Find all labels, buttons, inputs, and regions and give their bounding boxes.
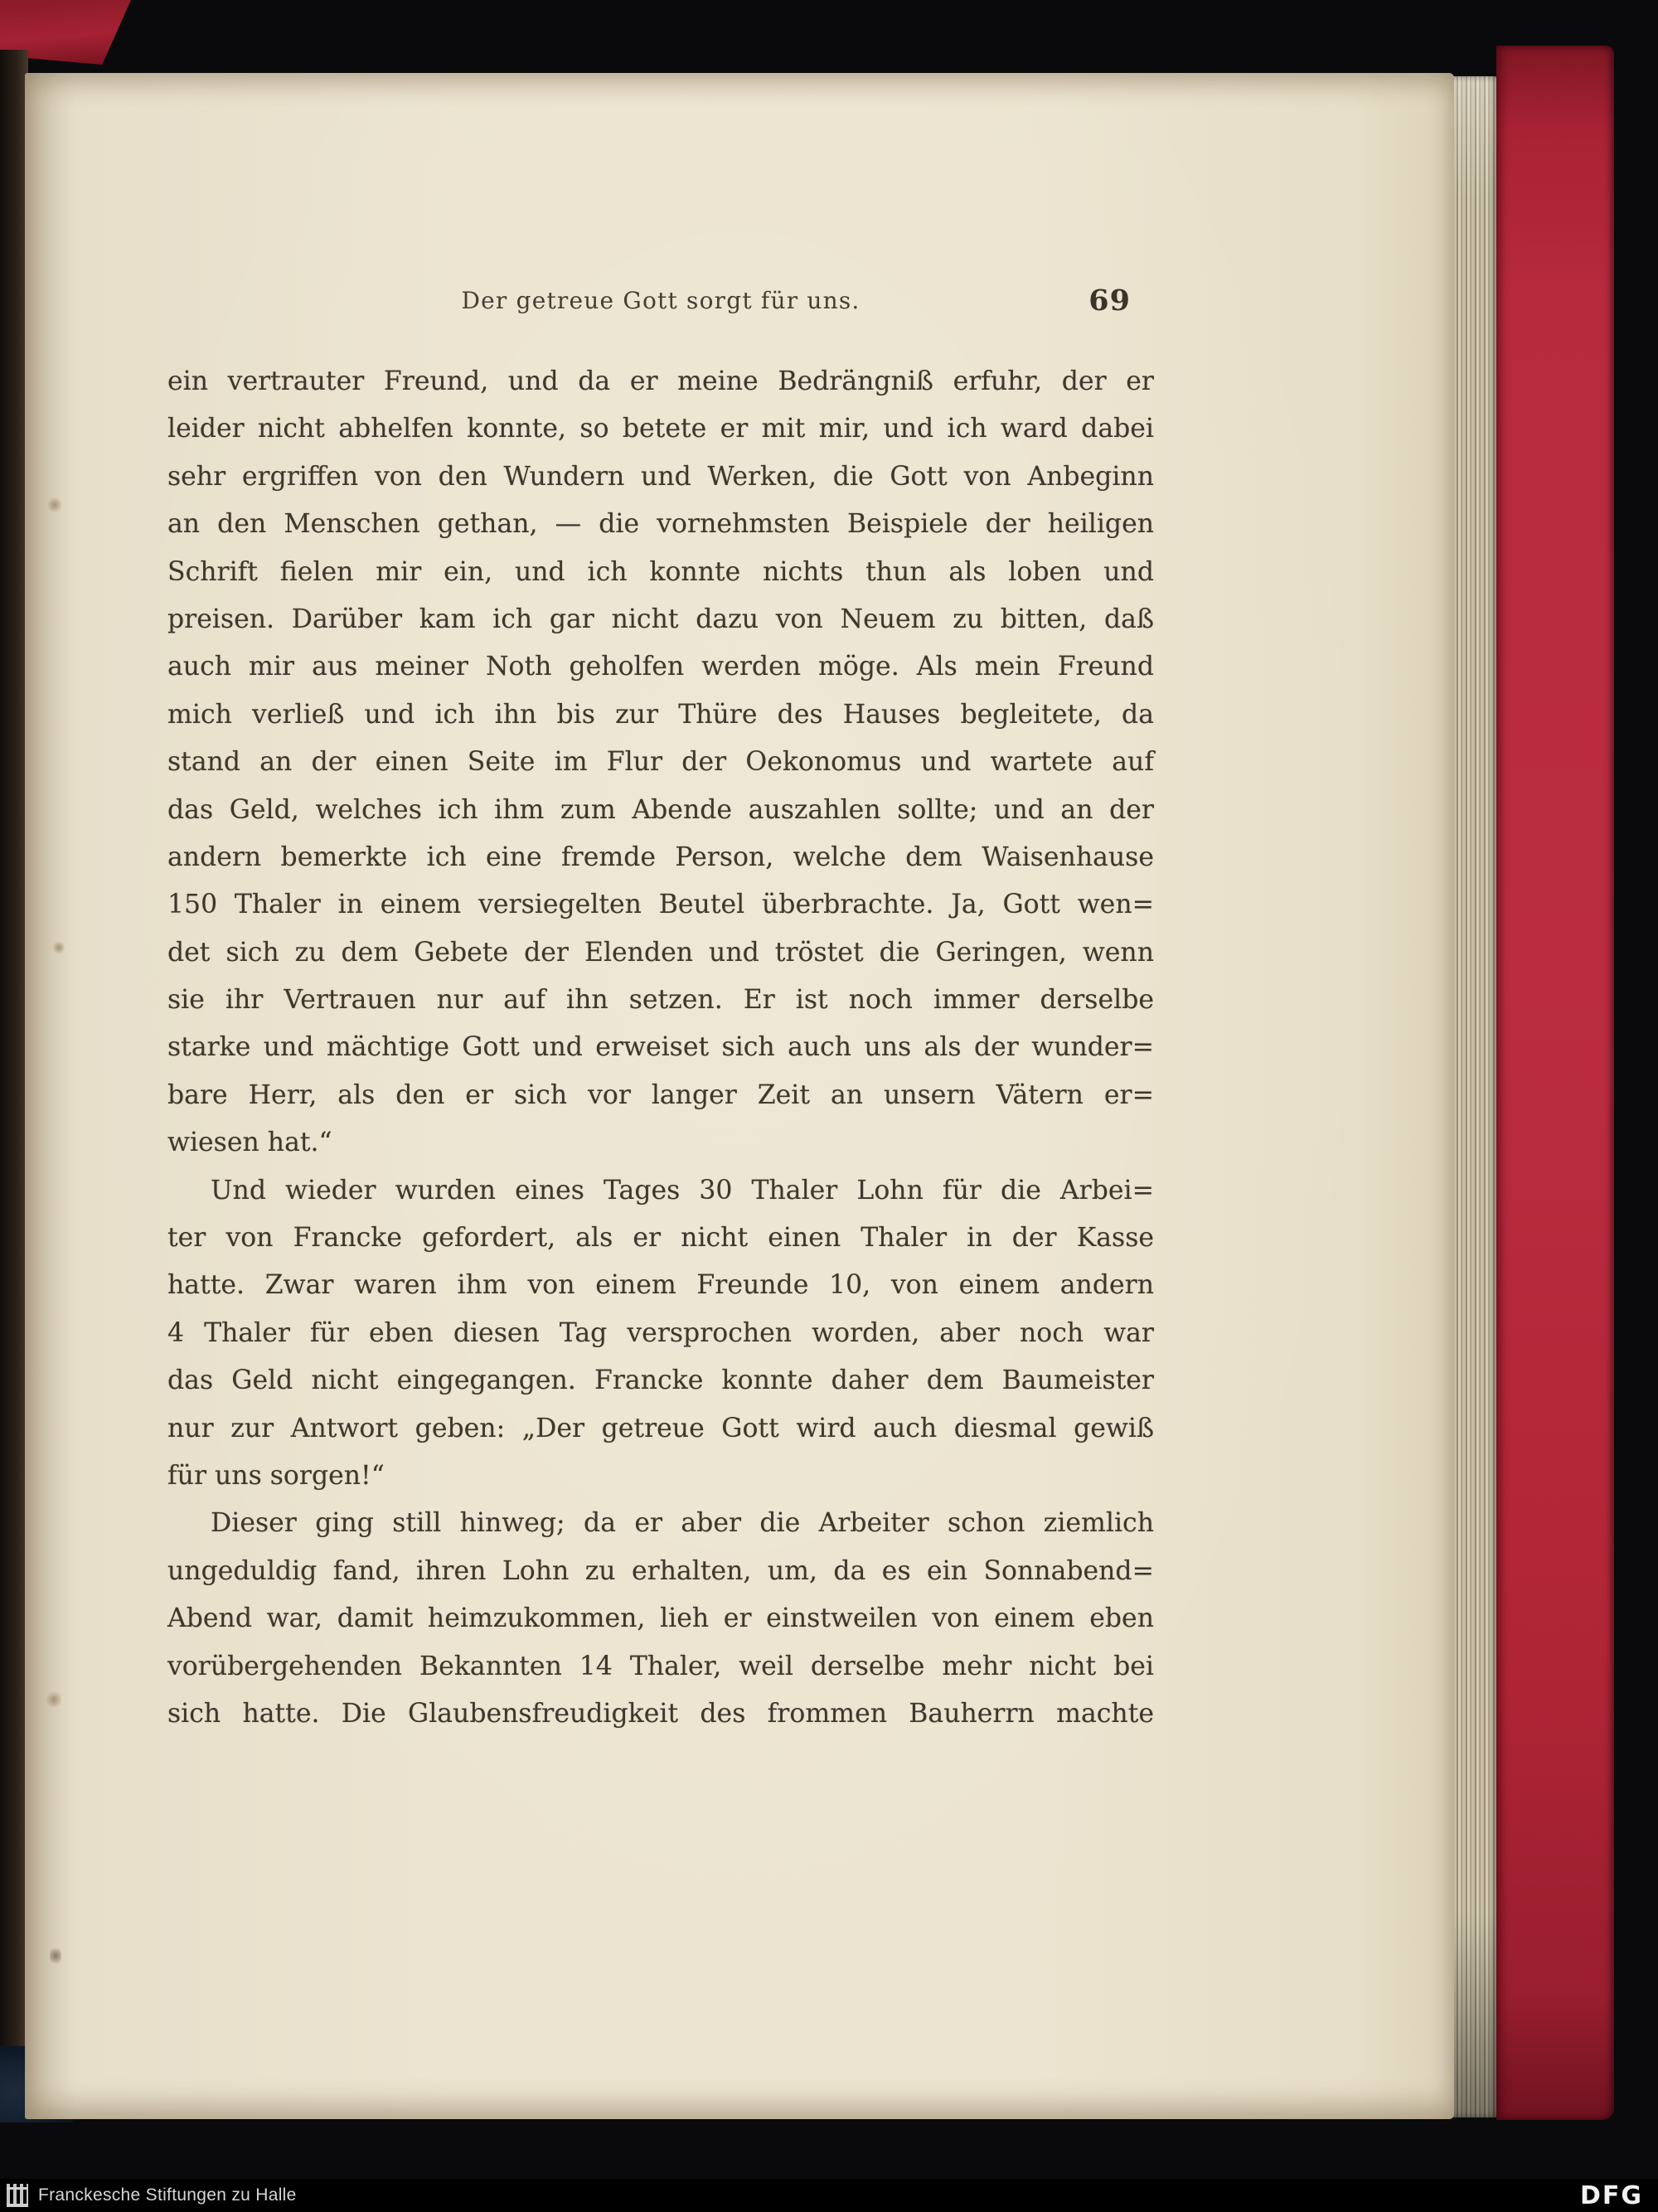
text-line: preisen. Darüber kam ich gar nicht dazu von Neuem zu bitten, daß (167, 604, 1154, 634)
text-line: das Geld, welches ich ihm zum Abende auszahlen sollte; und an der (167, 794, 1154, 825)
book-board-edge (0, 50, 28, 2122)
footer-left (7, 2184, 297, 2207)
page-blemish (50, 1945, 61, 1967)
book-cover (1496, 46, 1614, 2120)
text-line: ungeduldig fand, ihren Lohn zu erhalten, um, da es ein Sonnabend= (167, 1555, 1154, 1586)
page-edges (1449, 76, 1499, 2117)
text-line: das Geld nicht eingegangen. Francke konnte daher dem Baumeister (167, 1366, 1154, 1396)
text-line: sehr ergriffen von den Wundern und Werken, die Gott von Anbeginn (167, 461, 1154, 492)
text-line: an den Menschen gethan, — die vornehmsten Beispiele der heiligen (167, 509, 1154, 540)
text-line: wiesen hat.“ (167, 1128, 332, 1158)
text-line: vorübergehenden Bekannten 14 Thaler, weil derselbe mehr nicht bei (167, 1651, 1154, 1681)
text-line: 150 Thaler in einem versiegelten Beutel überbrachte. Ja, Gott wen= (167, 890, 1154, 920)
text-line: für uns sorgen!“ (167, 1460, 385, 1491)
page-blemish (53, 940, 65, 955)
text-line: bare Herr, als den er sich vor langer Zeit an unsern Vätern er= (167, 1079, 1154, 1110)
institution-label: Franckesche Stiftungen zu Halle (38, 2185, 297, 2205)
footer-bar (0, 2179, 1658, 2212)
text-line: Und wieder wurden eines Tages 30 Thaler Lohn für die Arbei= (211, 1175, 1154, 1205)
text-line: mich verließ und ich ihn bis zur Thüre des Hauses begleitete, da (167, 699, 1154, 730)
text-line: andern bemerkte ich eine fremde Person, welche dem Waisenhause (167, 842, 1154, 872)
text-line: Dieser ging still hinweg; da er aber die Arbeiter schon ziemlich (211, 1508, 1154, 1539)
text-line: Abend war, damit heimzukommen, lieh er einstweilen von einem eben (167, 1603, 1154, 1634)
page-blemish (46, 1690, 61, 1710)
text-line: Schrift fielen mir ein, und ich konnte nichts thun als loben und (167, 556, 1154, 587)
text-line: det sich zu dem Gebete der Elenden und tröstet die Geringen, wenn (167, 937, 1154, 968)
body-text (167, 358, 1154, 1738)
text-line: auch mir aus meiner Noth geholfen werden möge. Als mein Freund (167, 652, 1154, 682)
paragraph (167, 1167, 1154, 1501)
book-page (25, 73, 1454, 2119)
text-line: 4 Thaler für eben diesen Tag versprochen worden, aber noch war (167, 1317, 1154, 1348)
text-column (167, 282, 1154, 1738)
dfg-logo: DFG (1579, 2180, 1643, 2210)
text-line: stand an der einen Seite im Flur der Oekonomus und wartete auf (167, 747, 1154, 778)
text-line: ein vertrauter Freund, und da er meine Bedrängniß erfuhr, der er (167, 366, 1154, 396)
text-line: sie ihr Vertrauen nur auf ihn setzen. Er ist noch immer derselbe (167, 985, 1154, 1016)
paragraph (167, 1500, 1154, 1738)
text-line: leider nicht abhelfen konnte, so betete er mit mir, und ich ward dabei (167, 414, 1154, 444)
page-number: 69 (1088, 284, 1131, 318)
text-line: sich hatte. Die Glaubensfreudigkeit des frommen Bauherrn machte (167, 1698, 1154, 1729)
running-title: Der getreue Gott sorgt für uns. (461, 287, 861, 314)
paragraph (167, 358, 1154, 1167)
text-line: nur zur Antwort geben: „Der getreue Gott wird auch diesmal gewiß (167, 1413, 1154, 1443)
page-blemish (48, 496, 61, 514)
text-line: hatte. Zwar waren ihm von einem Freunde 10, von einem andern (167, 1270, 1154, 1301)
franckesche-stiftungen-logo (7, 2184, 28, 2207)
page-header (167, 282, 1154, 320)
text-line: starke und mächtige Gott und erweiset sich auch uns als der wunder= (167, 1032, 1154, 1063)
text-line: ter von Francke gefordert, als er nicht einen Thaler in der Kasse (167, 1223, 1154, 1254)
